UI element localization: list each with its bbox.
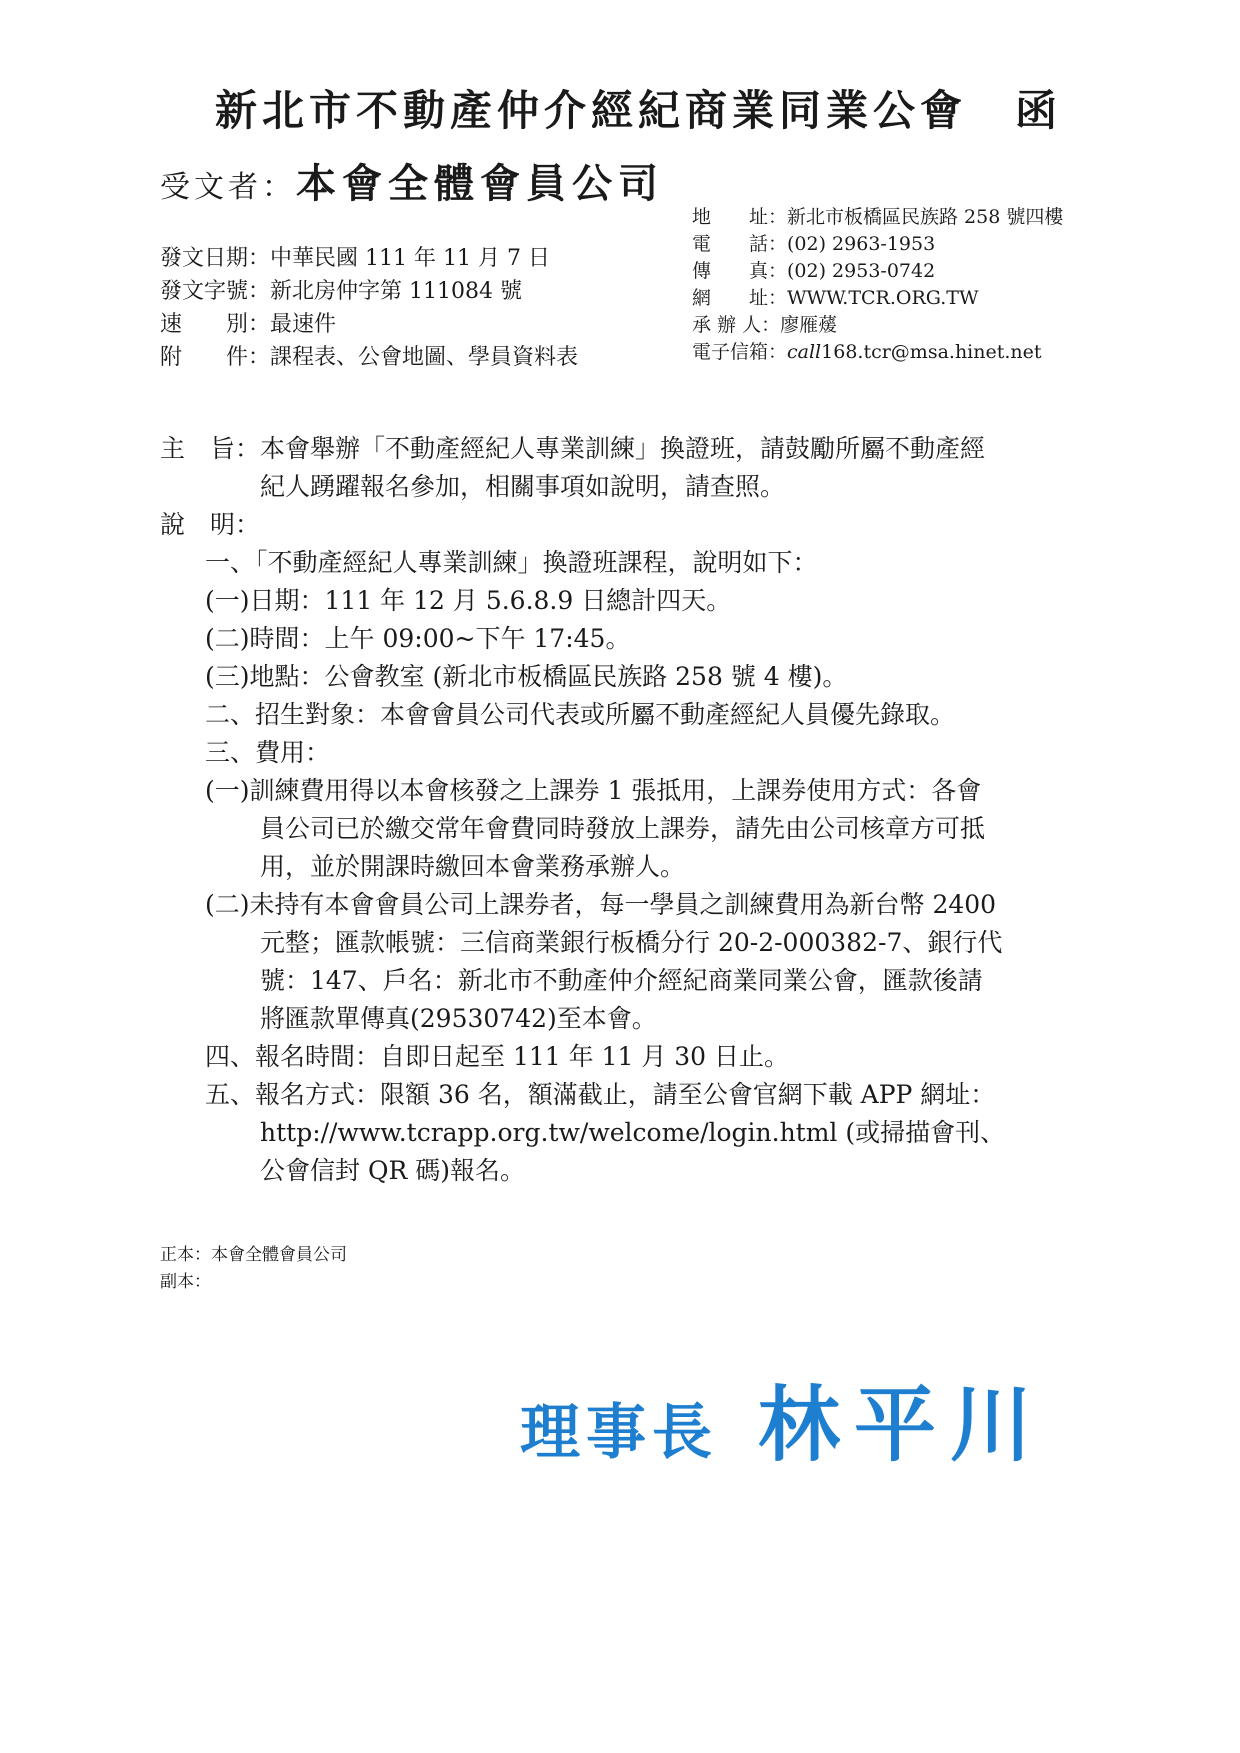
letter-title — [215, 78, 1062, 138]
contact-address: 地 址：新北市板橋區民族路 258 號四樓 — [692, 206, 1064, 228]
contact-website: 網 址：WWW.TCR.ORG.TW — [692, 287, 979, 309]
contact-handler: 承 辦 人：廖雁蕿 — [692, 314, 838, 336]
copies-block — [160, 1242, 347, 1296]
recipient-value: 本會全體會員公司 — [296, 160, 664, 207]
dispatch-speed: 速 別：最速件 — [160, 312, 337, 337]
desc-item-1a: (一)日期：111 年 12 月 5.6.8.9 日總計四天。 — [205, 586, 732, 615]
desc-item-5-line-1: 五、報名方式：限額 36 名，額滿截止，請至公會官網下載 APP 網址： — [205, 1080, 996, 1109]
original-recipient: 正本：本會全體會員公司 — [160, 1245, 347, 1265]
desc-item-1c: (三)地點：公會教室 (新北市板橋區民族路 258 號 4 樓)。 — [205, 662, 848, 691]
dispatch-date: 發文日期：中華民國 111 年 11 月 7 日 — [160, 246, 550, 271]
desc-item-1b: (二)時間：上午 09:00~下午 17:45。 — [205, 624, 631, 653]
dispatch-number: 發文字號：新北房仲字第 111084 號 — [160, 279, 522, 304]
contact-fax: 傳 真：(02) 2953-0742 — [692, 260, 936, 282]
desc-item-3b-line-2: 元整；匯款帳號：三信商業銀行板橋分行 20-2-000382-7、銀行代 — [260, 928, 1003, 957]
signature-role: 理事長 — [520, 1398, 718, 1468]
subject-line-1: 主 旨：本會舉辦「不動產經紀人專業訓練」換證班，請鼓勵所屬不動產經 — [160, 434, 986, 463]
desc-item-3a-line-2: 員公司已於繳交常年會費同時發放上課券，請先由公司核章方可抵 — [260, 814, 986, 843]
copy-recipient: 副本： — [160, 1272, 211, 1292]
desc-item-3b-line-4: 將匯款單傳真(29530742)至本會。 — [260, 1004, 657, 1033]
desc-item-5-line-2: http://www.tcrapp.org.tw/welcome/login.html (或掃描會刊、 — [260, 1118, 1006, 1147]
desc-item-1: 一、「不動產經紀人專業訓練」換證班課程，說明如下： — [205, 548, 818, 577]
subject-line-2: 紀人踴躍報名參加，相關事項如說明，請查照。 — [260, 472, 786, 501]
recipient-line — [160, 152, 664, 209]
description-label: 說 明： — [160, 510, 261, 539]
desc-item-3b-line-1: (二)未持有本會會員公司上課券者，每一學員之訓練費用為新台幣 2400 — [205, 890, 997, 919]
desc-item-3: 三、費用： — [205, 738, 331, 767]
contact-block — [692, 204, 1063, 366]
dispatch-info — [160, 242, 578, 374]
desc-item-3a-line-1: (一)訓練費用得以本會核發之上課券 1 張抵用，上課券使用方式：各會 — [205, 776, 982, 805]
desc-item-5-line-3: 公會信封 QR 碼)報名。 — [260, 1156, 525, 1185]
contact-phone: 電 話：(02) 2963-1953 — [692, 233, 936, 255]
signature-name: 林平川 — [758, 1378, 1047, 1473]
recipient-label: 受文者： — [160, 170, 296, 205]
desc-item-4: 四、報名時間：自即日起至 111 年 11 月 30 日止。 — [205, 1042, 790, 1071]
association-name: 新北市不動產仲介經紀商業同業公會 — [215, 86, 968, 135]
contact-email: 電子信箱：call168.tcr@msa.hinet.net — [692, 341, 1042, 363]
chairman-signature — [520, 1360, 1046, 1477]
subject-label: 主 旨： — [160, 434, 261, 463]
document-type: 函 — [1015, 86, 1063, 135]
desc-item-2: 二、招生對象：本會會員公司代表或所屬不動產經紀人員優先錄取。 — [205, 700, 956, 729]
letter-body — [160, 430, 1120, 1190]
dispatch-attachments: 附 件：課程表、公會地圖、學員資料表 — [160, 345, 579, 370]
desc-item-3b-line-3: 號：147、戶名：新北市不動產仲介經紀商業同業公會，匯款後請 — [260, 966, 983, 995]
desc-item-3a-line-3: 用，並於開課時繳回本會業務承辦人。 — [260, 852, 686, 881]
